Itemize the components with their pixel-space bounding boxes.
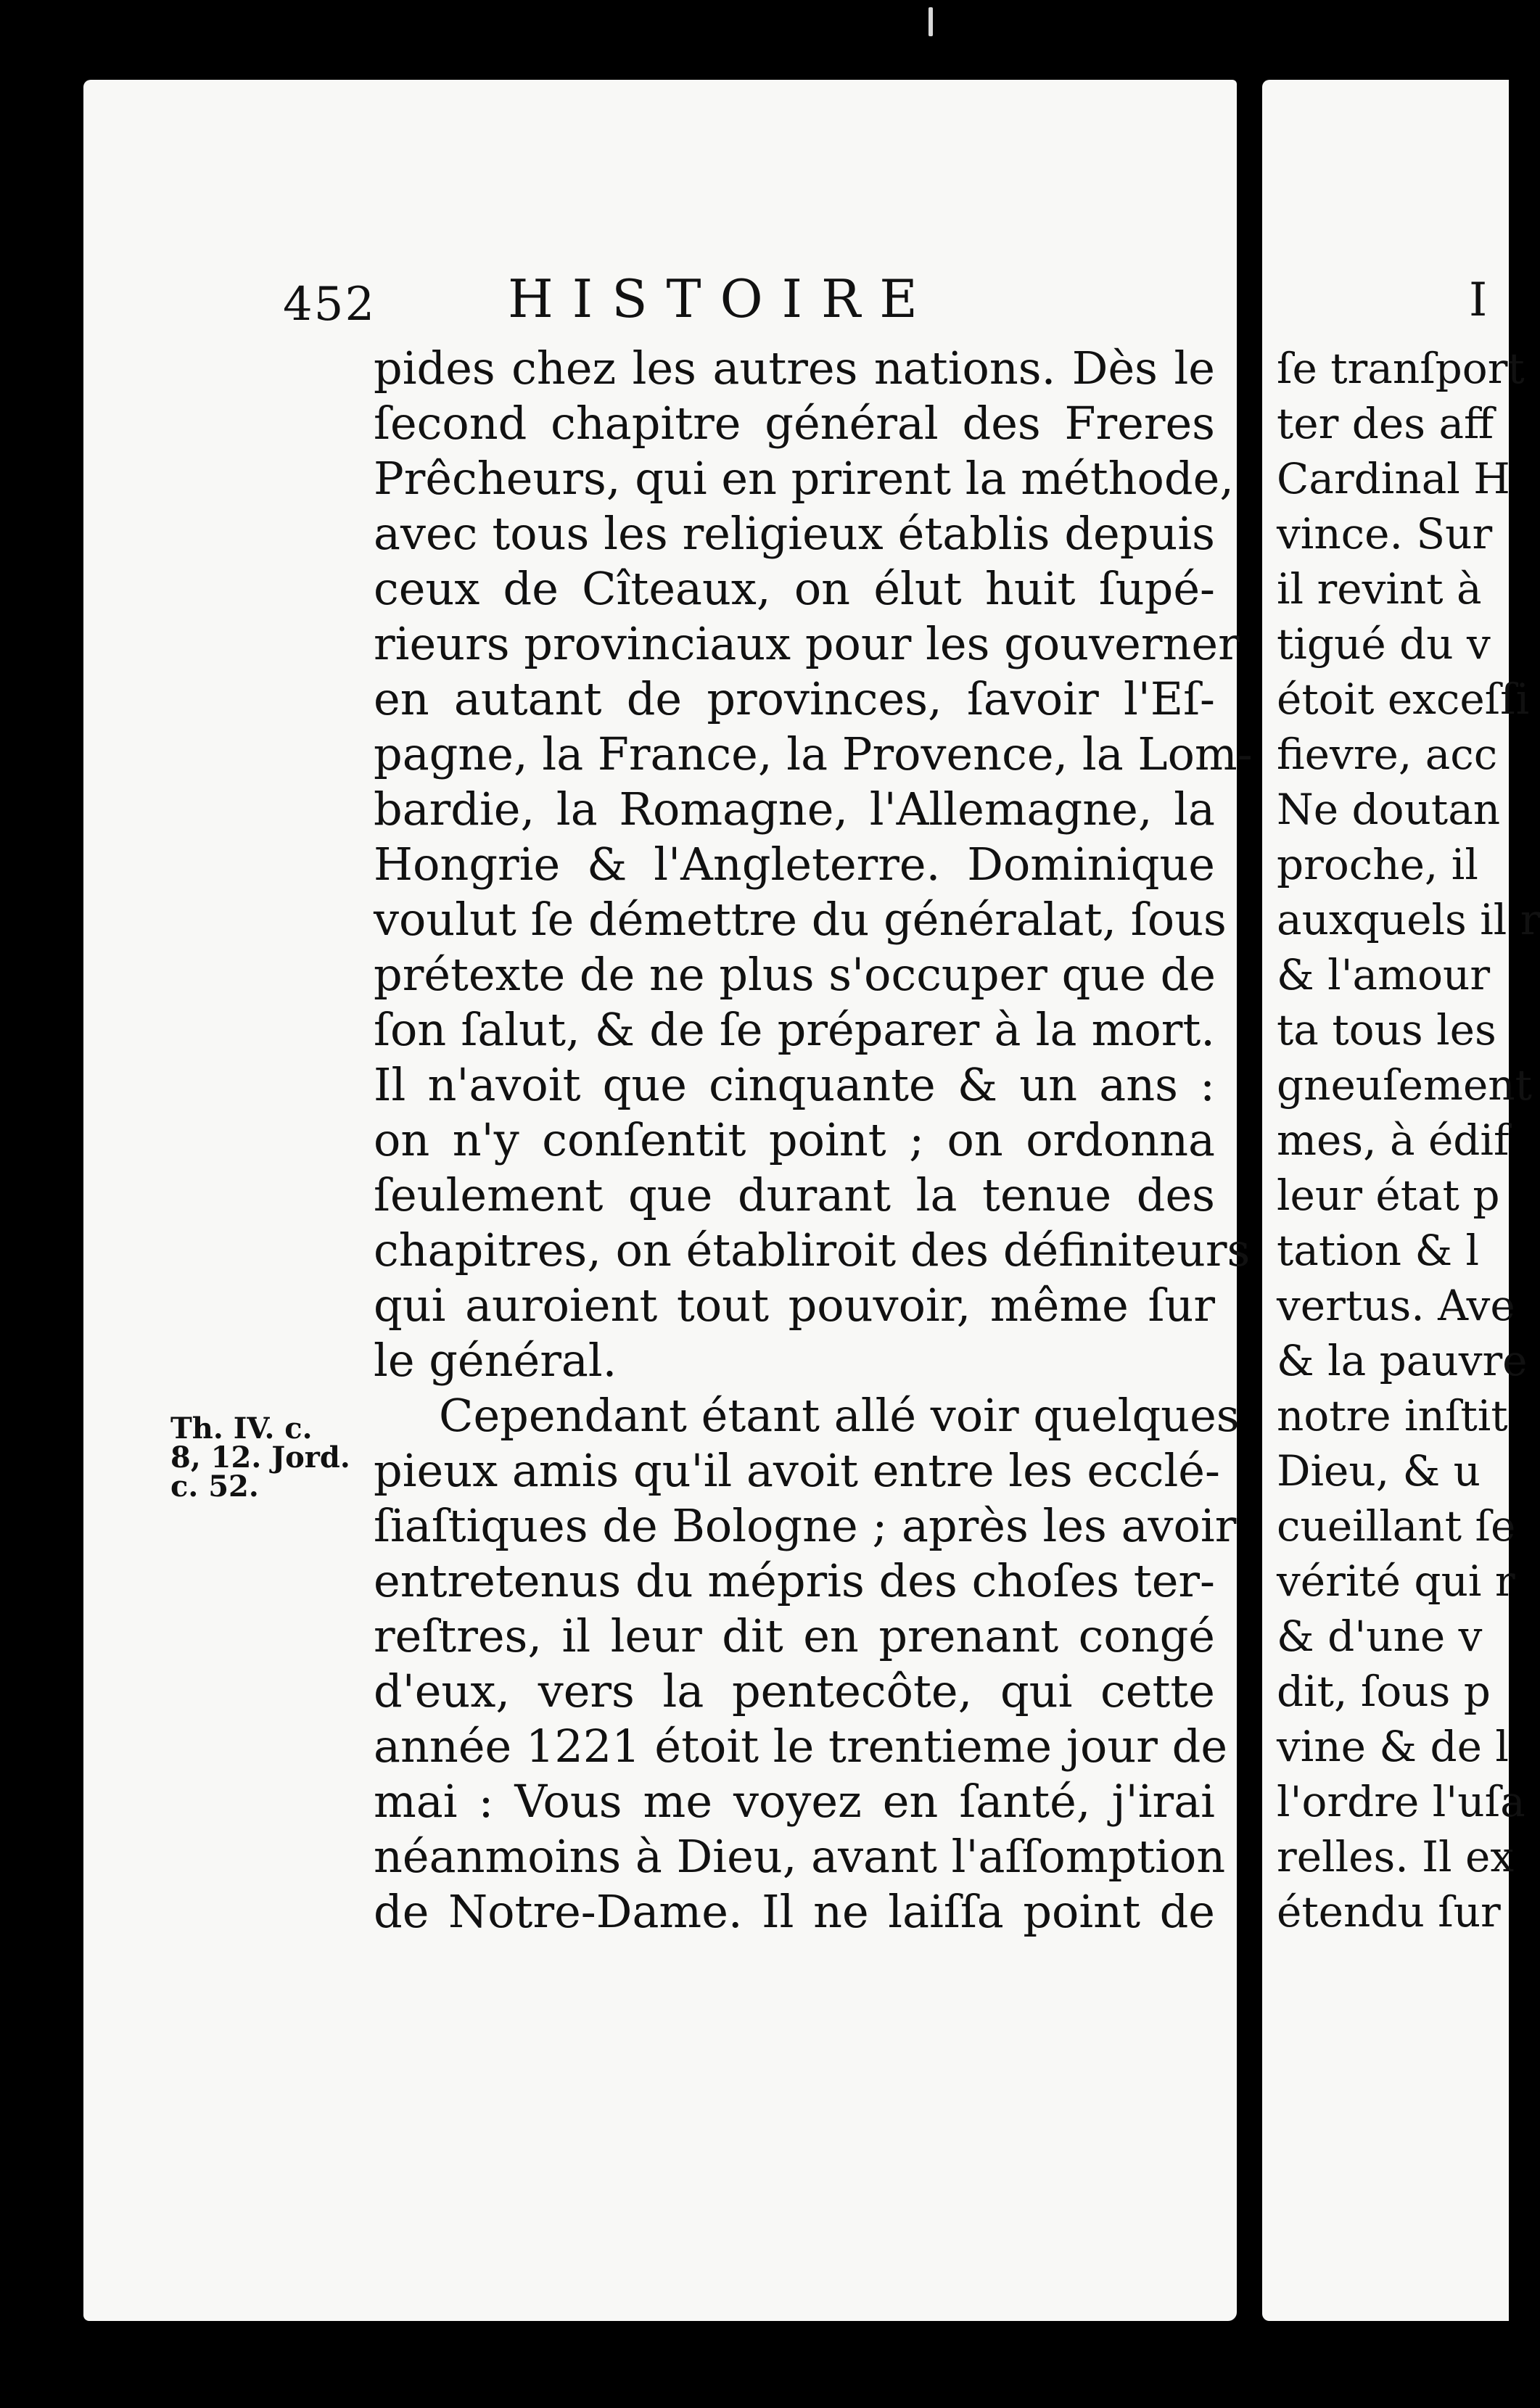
right-text-line: gneuſement bbox=[1277, 1060, 1532, 1110]
text-line: bardie, la Romagne, l'Allemagne, la bbox=[374, 783, 1215, 836]
text-line: année 1221 étoit le trentieme jour de bbox=[374, 1720, 1228, 1773]
text-line: chapitres, on établiroit des définiteurs bbox=[374, 1224, 1251, 1277]
text-line: ſecond chapitre général des Freres bbox=[374, 397, 1215, 450]
text-line: d'eux, vers la pentecôte, qui cette bbox=[374, 1665, 1215, 1718]
right-text-line: relles. Il ex bbox=[1277, 1832, 1515, 1881]
right-text-line: l'ordre l'uſa bbox=[1277, 1777, 1525, 1826]
right-text-line: ſe tranſport bbox=[1277, 344, 1525, 393]
text-line: Il n'avoit que cinquante & un ans : bbox=[374, 1058, 1215, 1111]
text-line: ſiaſtiques de Bologne ; après les avoir bbox=[374, 1499, 1237, 1552]
right-text-line: Dieu, & u bbox=[1277, 1446, 1481, 1496]
right-text-line: vérité qui r bbox=[1277, 1556, 1515, 1606]
right-text-line: vince. Sur bbox=[1277, 509, 1493, 558]
text-line: en autant de provinces, ſavoir l'Eſ- bbox=[374, 672, 1215, 725]
text-line: entretenus du mépris des choſes ter- bbox=[374, 1554, 1215, 1607]
text-line: avec tous les religieux établis depuis bbox=[374, 507, 1215, 560]
text-line: pagne, la France, la Provence, la Lom- bbox=[374, 727, 1253, 780]
text-line: de Notre-Dame. Il ne laiſſa point de bbox=[374, 1885, 1215, 1938]
right-page-text bbox=[1277, 341, 1540, 1939]
right-page-header-fragment: I bbox=[1469, 273, 1488, 327]
right-text-line: leur état p bbox=[1277, 1171, 1500, 1220]
text-line: pides chez les autres nations. Dès le bbox=[374, 342, 1215, 395]
text-line: reſtres, il leur dit en prenant congé bbox=[374, 1609, 1215, 1662]
right-text-line: & la pauvre bbox=[1277, 1336, 1528, 1385]
right-text-line: ter des aff bbox=[1277, 399, 1494, 448]
running-title: HISTOIRE bbox=[508, 268, 936, 329]
right-text-line: notre inſtit bbox=[1277, 1391, 1508, 1440]
text-line: voulut ſe démettre du généralat, ſous bbox=[374, 893, 1227, 946]
margin-note bbox=[170, 1411, 388, 1504]
margin-note-line: Th. IV. c. bbox=[170, 1411, 313, 1446]
margin-note-line: c. 52. bbox=[170, 1469, 259, 1504]
right-text-line: & d'une v bbox=[1277, 1612, 1483, 1661]
text-line: Hongrie & l'Angleterre. Dominique bbox=[374, 838, 1215, 891]
text-line: le général. bbox=[374, 1334, 617, 1387]
text-line: ſon ſalut, & de ſe préparer à la mort. bbox=[374, 1003, 1215, 1056]
margin-note-line: 8, 12. Jord. bbox=[170, 1440, 350, 1475]
text-line: néanmoins à Dieu, avant l'aſſomption bbox=[374, 1830, 1226, 1883]
right-text-line: fievre, acc bbox=[1277, 730, 1498, 779]
right-text-line: dit, ſous p bbox=[1277, 1667, 1491, 1716]
right-text-line: & l'amour bbox=[1277, 950, 1491, 999]
right-text-line: cueillant ſe bbox=[1277, 1501, 1516, 1551]
text-line: qui auroient tout pouvoir, même ſur bbox=[374, 1279, 1215, 1332]
text-line: pieux amis qu'il avoit entre les ecclé- bbox=[374, 1444, 1220, 1497]
right-text-line: étoit exceſſi bbox=[1277, 675, 1530, 724]
right-text-line: Ne doutan bbox=[1277, 785, 1501, 834]
text-line: ceux de Cîteaux, on élut huit ſupé- bbox=[374, 562, 1215, 615]
page-header bbox=[283, 196, 1211, 331]
scan-artifact bbox=[928, 7, 933, 36]
text-line: rieurs provinciaux pour les gouverner bbox=[374, 617, 1240, 670]
right-text-line: vertus. Ave bbox=[1277, 1281, 1515, 1330]
text-line: ſeulement que durant la tenue des bbox=[374, 1168, 1215, 1221]
right-text-line: mes, à édif bbox=[1277, 1116, 1510, 1165]
text-line: Cependant étant allé voir quelques bbox=[439, 1389, 1240, 1442]
right-text-line: ta tous les bbox=[1277, 1005, 1496, 1055]
right-text-line: étendu ſur bbox=[1277, 1887, 1501, 1937]
text-line: prétexte de ne plus s'occuper que de bbox=[374, 948, 1216, 1001]
text-line: mai : Vous me voyez en ſanté, j'irai bbox=[374, 1775, 1215, 1828]
right-text-line: tation & l bbox=[1277, 1226, 1480, 1275]
right-text-line: Cardinal H bbox=[1277, 454, 1510, 503]
right-text-line: proche, il bbox=[1277, 840, 1478, 889]
page-number: 452 bbox=[283, 278, 376, 331]
right-text-line: il revint à bbox=[1277, 564, 1482, 614]
right-text-line: tigué du v bbox=[1277, 619, 1491, 669]
main-text bbox=[374, 341, 1253, 1939]
right-text-line: auxquels il r bbox=[1277, 895, 1540, 944]
text-line: on n'y conſentit point ; on ordonna bbox=[374, 1113, 1215, 1166]
text-line: Prêcheurs, qui en prirent la méthode, bbox=[374, 452, 1234, 505]
right-text-line: vine & de l bbox=[1277, 1722, 1509, 1771]
